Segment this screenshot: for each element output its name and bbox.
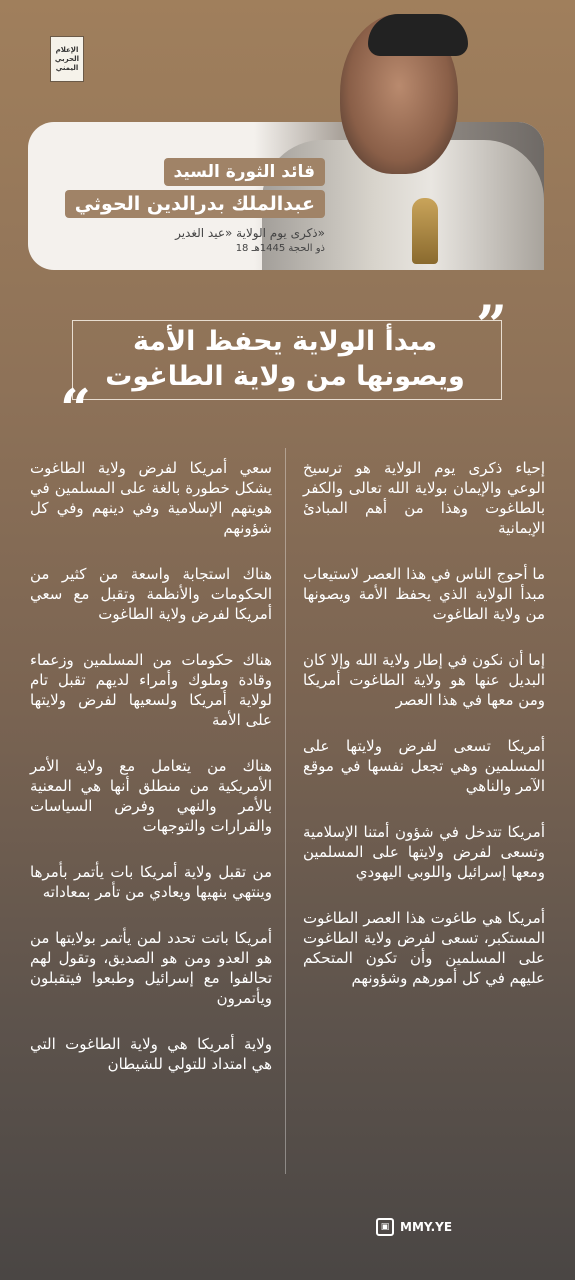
footer-brand: [376, 1218, 452, 1236]
footer-brand-text: MMY.YE: [400, 1220, 453, 1234]
occasion-label: ذكرى يوم الولاية «عيد الغدير»: [175, 226, 325, 240]
headline-line-2: ويصونها من ولاية الطاغوت: [105, 361, 465, 392]
war-media-logo: الإعلام الحربي اليمني: [50, 36, 84, 82]
close-quote-icon: “: [60, 377, 92, 441]
mmy-logo-icon: ▣: [376, 1218, 394, 1236]
quote-paragraph: سعي أمريكا لفرض ولاية الطاغوت يشكل خطورة بالغة على المسلمين في هويتهم الإسلامية وفي دينهم وفي كل شؤونهم: [30, 459, 272, 537]
quote-paragraph: ولاية أمريكا هي ولاية الطاغوت التي هي امتداد للتولي للشيطان: [30, 1035, 272, 1073]
quote-paragraph: إما أن نكون في إطار ولاية الله وإلا كان البديل عنها هو ولاية الطاغوت أمريكا ومن معها في هذا العصر: [303, 651, 545, 709]
quote-paragraph: أمريكا هي طاغوت هذا العصر الطاغوت المستكبر، تسعى لفرض ولاية الطاغوت على المسلمين وأن تكون المتحكم عليهم في كل أمورهم وشؤونهم: [303, 909, 545, 987]
speaker-title-block: [65, 158, 325, 254]
right-column: [303, 458, 545, 1014]
speaker-role: قائد الثورة السيد: [164, 158, 325, 186]
speaker-name: عبدالملك بدرالدين الحوثي: [65, 190, 325, 218]
leader-photo-turban: [368, 14, 468, 56]
left-column: [30, 458, 272, 1100]
quote-paragraph: هناك من يتعامل مع ولاية الأمر الأمريكية من منطلق أنها هي المعنية بالأمر والنهي وفرض السياسات والقرارات والتوجهات: [30, 757, 272, 835]
quote-paragraph: ما أحوج الناس في هذا العصر لاستيعاب مبدأ الولاية الذي يحفظ الأمة ويصونها من ولاية الطاغوت: [303, 565, 545, 623]
quote-paragraph: من تقبل ولاية أمريكا بات يأتمر بأمرها وينتهي بنهيها ويعادي من تأمر بمعاداته: [30, 863, 272, 901]
column-divider: [285, 448, 286, 1174]
occasion-date: 18 ذو الحجة 1445هـ: [235, 243, 325, 254]
quote-paragraph: أمريكا باتت تحدد لمن يأتمر بولايتها من هو العدو ومن هو الصديق، وتقول لهم تحالفوا مع إسرائيل وطبعوا فيتقبلون ويأتمرون: [30, 929, 272, 1007]
quote-paragraph: هناك استجابة واسعة من كثير من الحكومات والأنظمة وتقبل مع سعي أمريكا لفرض ولاية الطاغوت: [30, 565, 272, 623]
quote-paragraph: أمريكا تتدخل في شؤون أمتنا الإسلامية وتسعى لفرض ولايتها على المسلمين ومعها إسرائيل واللوبي اليهودي: [303, 823, 545, 881]
headline-line-1: مبدأ الولاية يحفظ الأمة: [132, 326, 438, 357]
quote-paragraph: هناك حكومات من المسلمين وزعماء وقادة وملوك وأمراء لديهم تقبل تام لولاية أمريكا ولسعيها لفرض ولايتها على الأمة: [30, 651, 272, 729]
open-quote-icon: ”: [475, 293, 507, 357]
jambiya-dagger-icon: [412, 198, 438, 264]
quote-paragraph: إحياء ذكرى يوم الولاية هو ترسيخ الوعي والإيمان بولاية الله تعالى والكفر بالطاغوت وهذا من أهم المبادئ الإيمانية: [303, 459, 545, 537]
headline: [85, 324, 485, 394]
quote-paragraph: أمريكا تسعى لفرض ولايتها على المسلمين وهي تجعل نفسها في موقع الآمر والناهي: [303, 737, 545, 795]
